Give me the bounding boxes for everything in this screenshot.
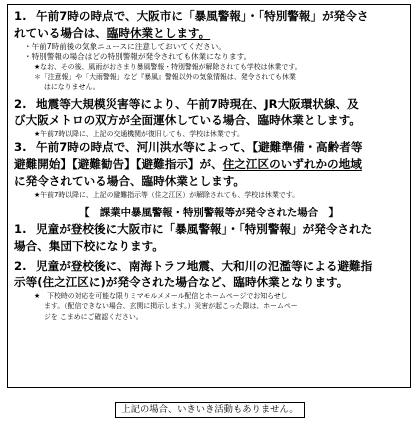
class-section-heading: 【 課業中暴風警報・特別警報等が発令された場合 】	[79, 207, 339, 219]
section1-line2: れている場合は、臨時休業とします。	[14, 25, 211, 40]
section3-line3: に発令されている場合、臨時休業とします。	[14, 174, 245, 188]
section3-line2: 避難開始】【避難勧告】【避難指示】が、住之江区のいずれかの地域	[14, 157, 362, 172]
section2-line1: 2. 地震等大規模災害等により、午前7時現在、JR大阪環状線、及	[14, 96, 359, 111]
class2-note-3: ジを こまめにご確認ください。	[44, 312, 143, 321]
notice-frame	[7, 4, 411, 388]
class2-note-1: ★ 下校時の対応を可能な限りミマモルメメール配信とホームページでお知らせし	[34, 292, 288, 301]
section1-emphasis: 臨時休業とします。	[106, 25, 211, 40]
section3-line1: 3. 午前7時の時点で、河川洪水等によって、【避難準備・高齢者等	[14, 140, 363, 155]
section3-note: ★午前7時以降に、上記の避難指示等（住之江区）が解除されても、学校は休業です。	[34, 190, 299, 199]
section1-note-2b: はになりません。	[44, 83, 100, 92]
section2-line2: び大阪メトロの双方が全面運休している場合、臨時休業とします。	[14, 113, 361, 128]
section1-line1: 1. 午前7時の時点で、大阪市に「暴風警報」・「特別警報」が発令さ	[14, 9, 369, 23]
class2-line2: 示等(住之江区に)が発令された場合など、臨時休業となります。	[14, 275, 349, 290]
class1-line1: 1. 児童が登校後に大阪市に「暴風警報」・「特別警報」が発令された	[14, 222, 373, 236]
class1-line2: 場合、集団下校になります。	[14, 238, 164, 253]
section1-note-1: ★なお、その後、風雨がおさまり暴風警報・特別警報が解除されても学校は休業です。	[34, 63, 302, 71]
class2-line1: 2. 児童が登校後に、南海トラフ地震、大和川の氾濫等による避難指	[14, 258, 373, 273]
section2-note: ★午前7時以降に、上記の交通機関が復旧しても、学校は休業です。	[34, 130, 244, 139]
section1-bullet-1: ・午前7時前後の気象ニュースに注意しておいてください。	[24, 41, 226, 51]
class2-note-2: ます。（配信できない場合、玄関に掲示します。）災害が起こった際は、ホームペー	[44, 302, 298, 311]
footer-notice: 上記の場合、いきいき活動もありません。	[115, 402, 305, 418]
section1-note-2a: ＊「注意報」や「大雨警報」など『暴風』警報以外の気象情報は、発令されても休業	[34, 73, 296, 82]
section1-bullet-2: ・特別警報の場合はどの特別警報が発令されても休業になります。	[24, 51, 252, 61]
section3-area-emphasis: 住之江区のいずれかの地域	[222, 157, 362, 172]
